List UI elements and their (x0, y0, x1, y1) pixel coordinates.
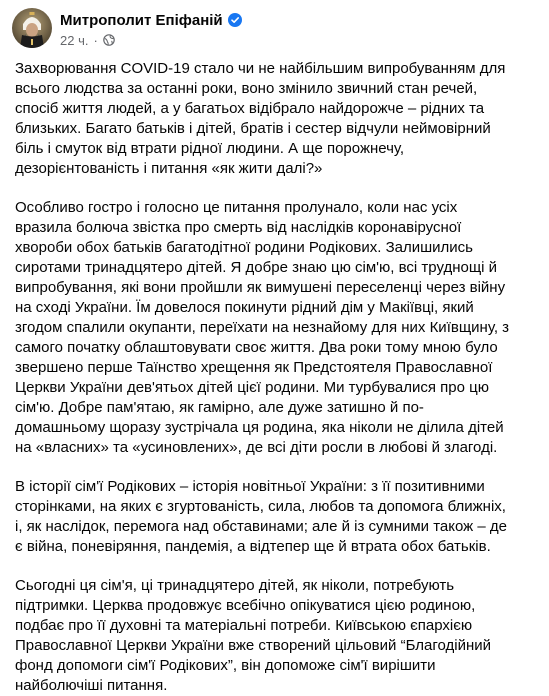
meta-separator: · (93, 32, 98, 48)
post-body (15, 59, 535, 696)
post-paragraph: В історії сім'ї Родікових – історія новітньої України: з її позитивними сторінками, на яких є згуртованість, сила, любов та допомога ближніх, і, як наслідок, перемога над обставинами; але й із сумними також – де є війна, поневіряння, пандемія, а відтепер ще й втрата обох батьків. (15, 478, 507, 555)
post-meta (60, 32, 115, 48)
post-timestamp[interactable]: 22 ч. (60, 32, 89, 48)
post-paragraph: Сьогодні ця сім'я, ці тринадцятеро дітей, як ніколи, потребують підтримки. Церква продовжує всебічно опікуватися цією родиною, подбає про її духовні та матеріальні потреби. Київською єпархією Православної Церкви України вже створений цільовий “Благодійний фонд допомоги сім'ї Родікових”, він допоможе сім'ї вирішити найболючіші питання. (15, 577, 491, 694)
author-name[interactable]: Митрополит Епіфаній (60, 11, 223, 29)
avatar[interactable] (12, 8, 52, 48)
globe-icon[interactable] (103, 34, 115, 46)
avatar-photo (12, 8, 52, 48)
post-paragraph: Захворювання COVID-19 стало чи не найбільшим випробуванням для всього людства за останні роки, воно змінило звичний стан речей, спосіб життя людей, а у багатьох відібрало найдорожче – рідних та близьких. Багато батьків і дітей, братів і сестер відчули неймовірний біль і смуток від втрати рідної людини. А ще порожнечу, дезорієнтованість і питання «як жити далі?» (15, 60, 506, 177)
post-paragraph: Особливо гостро і голосно це питання пролунало, коли нас усіх вразила болюча звістка про смерть від наслідків коронавірусної хвороби обох батьків багатодітної родини Родікових. Залишились сиротами тринадцятеро дітей. Я добре знаю цю сім'ю, всі труднощі й випробування, які вони пройшли як вимушені переселенці через війну на сході України. Їм довелося покинути рідний дім у Макіївці, який згодом спалили окупанти, переїхати на незнайому для них Київщину, з самого початку облаштовувати своє життя. Два роки тому мною було звершено перше Таїнство хрещення як Предстоятеля Православної Церкви України дев'ятьох дітей цієї родини. Ми турбувалися про цю сім'ю. Добре пам'ятаю, як гамірно, але дуже затишно й по- домашньому щоразу зустрічала ця родина, яка ніколи не ділила дітей на «власних» та «усиновлених», де всі діти росли в любові й злагоді. (15, 199, 510, 456)
author-row (60, 10, 242, 30)
verified-badge-icon (228, 13, 242, 27)
post-header (12, 8, 537, 52)
